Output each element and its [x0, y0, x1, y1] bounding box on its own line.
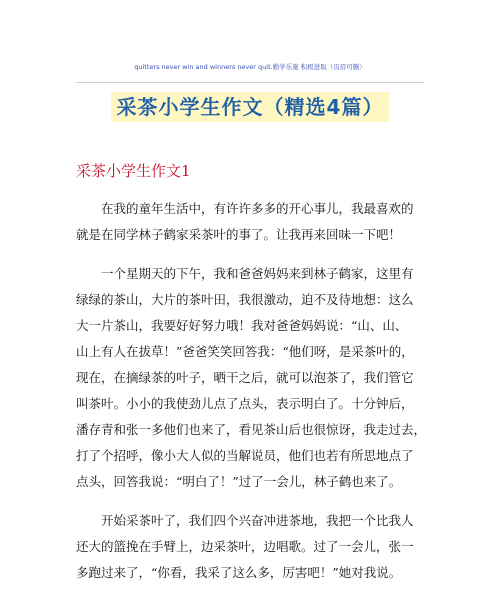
paragraph-1: [76, 196, 424, 248]
text-line: 打了个招呼，像小大人似的当解说员，他们也若有所思地点了: [76, 448, 414, 463]
text-line: 在我的童年生活中，有许许多多的开心事儿，我最喜欢的: [101, 201, 414, 216]
text-line: 现在，在摘绿茶的叶子，晒干之后，就可以泡茶了，我们管它: [76, 370, 414, 385]
text-line: 点头，回答我说：“明白了！”过了一会儿，林子鹤也来了。: [76, 474, 402, 489]
header-divider: [76, 82, 424, 83]
section-heading: 采茶小学生作文1: [76, 162, 191, 180]
text-line: 一个星期天的下午，我和爸爸妈妈来到林子鹤家，这里有: [101, 266, 414, 281]
page-header-tagline: quitters never win and winners never quit.勤学乐施 积极进取（页眉可删）: [134, 63, 366, 71]
paragraph-2: [76, 261, 427, 495]
text-line: 绿绿的茶山，大片的茶叶田，我很激动，迫不及待地想：这么: [76, 292, 414, 307]
title-container: [0, 92, 500, 122]
text-line: 潘存青和张一多他们也来了，看见茶山后也很惊讶，我走过去，: [76, 422, 427, 437]
paragraph-3: [76, 508, 424, 586]
document-title: 采茶小学生作文（精选4篇）: [111, 92, 390, 122]
text-line: 大一片茶山，我要好好努力哦！我对爸爸妈妈说：“山、山、: [76, 318, 408, 333]
text-line: 山上有人在拔草！”爸爸笑笑回答我：“他们呀，是采茶叶的，: [76, 344, 414, 359]
text-line: 就是在同学林子鹤家采茶叶的事了。让我再来回味一下吧！: [76, 227, 402, 242]
text-line: 多跑过来了，“你看，我采了这么多，厉害吧！”她对我说。: [76, 565, 402, 580]
essay-body: [76, 196, 427, 599]
text-line: 叫茶叶。小小的我使劲儿点了点头，表示明白了。十分钟后，: [76, 396, 414, 411]
text-line: 还大的篮挽在手臂上，边采茶叶，边唱歌。过了一会儿，张一: [76, 539, 414, 554]
text-line: 开始采茶叶了，我们四个兴奋冲进茶地，我把一个比我人: [101, 513, 414, 528]
